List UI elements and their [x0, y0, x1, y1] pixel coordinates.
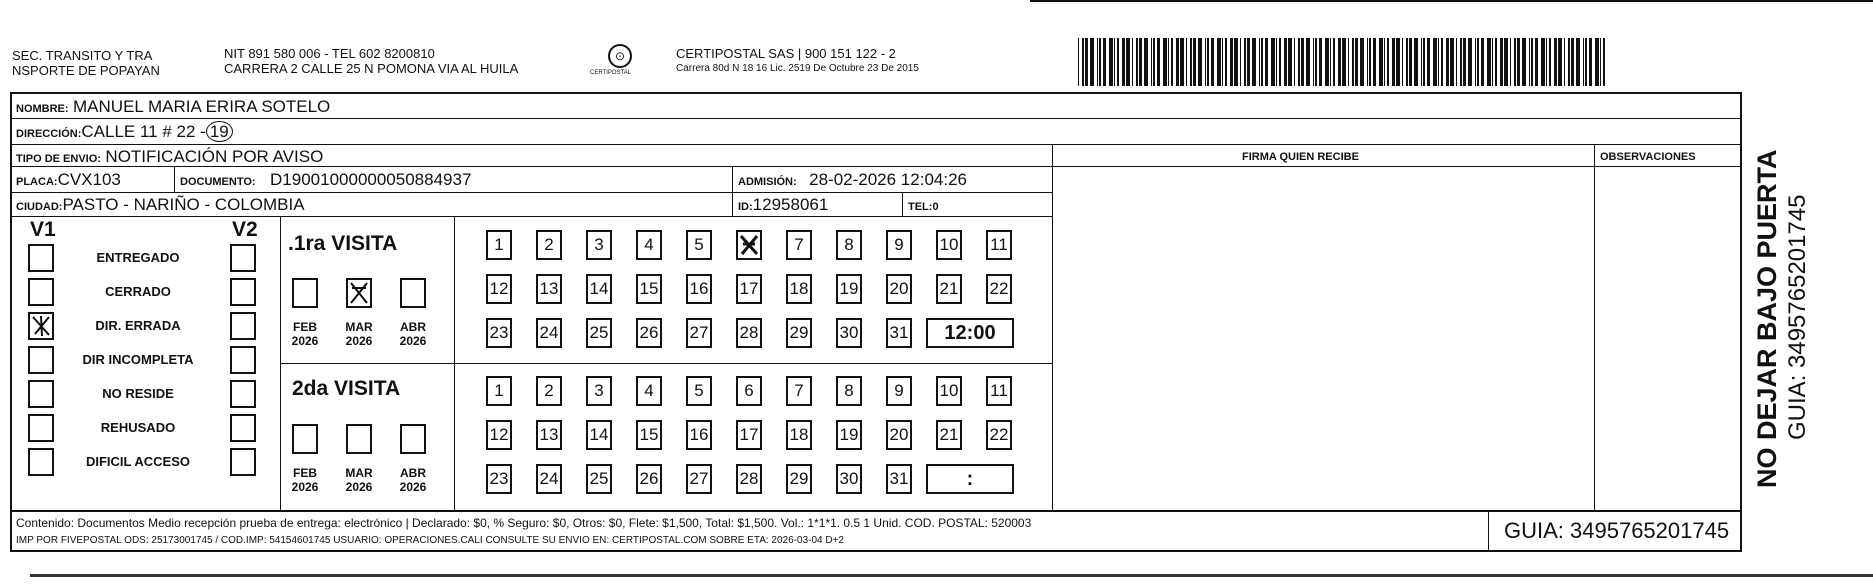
barcode-bar — [1583, 38, 1584, 86]
day-checkbox[interactable]: 20 — [886, 274, 912, 304]
day-checkbox[interactable]: 1 — [486, 230, 512, 260]
barcode-bar — [1217, 38, 1221, 86]
day-checkbox[interactable]: 14 — [586, 274, 612, 304]
barcode-bar — [1097, 38, 1098, 86]
barcode-bar — [1284, 38, 1287, 86]
barcode-bar — [1298, 38, 1300, 86]
barcode-bar — [1409, 38, 1412, 86]
day-checkbox[interactable]: 28 — [736, 464, 762, 494]
barcode-bar — [1384, 38, 1385, 86]
barcode-bar — [1373, 38, 1376, 86]
day-checkbox[interactable]: 21 — [936, 420, 962, 450]
barcode-bar — [1564, 38, 1565, 86]
id-label: ID: — [738, 201, 753, 213]
month-label — [388, 320, 438, 348]
barcode-bar — [1441, 38, 1443, 86]
day-checkbox[interactable]: 16 — [686, 420, 712, 450]
month-name: FEB — [293, 466, 317, 480]
day-checkbox[interactable]: 25 — [586, 464, 612, 494]
barcode-bar — [1151, 38, 1152, 86]
barcode-bar — [1396, 38, 1400, 86]
barcode-bar — [1481, 38, 1484, 86]
month-label — [280, 320, 330, 348]
day-checkbox[interactable]: 22 — [986, 274, 1012, 304]
day-checkbox[interactable]: 1 — [486, 376, 512, 406]
barcode-bar — [1225, 38, 1227, 86]
barcode-bar — [1171, 38, 1173, 86]
day-checkbox[interactable]: 8 — [836, 230, 862, 260]
barcode-bar — [1517, 38, 1520, 86]
barcode-bar — [1247, 38, 1250, 86]
barcode-bar — [1265, 38, 1268, 86]
day-checkbox[interactable]: 31 — [886, 464, 912, 494]
direccion-value: CALLE 11 # 22 - — [81, 122, 206, 141]
barcode-bar — [1132, 38, 1133, 86]
sender-address: CARRERA 2 CALLE 25 N POMONA VIA AL HUILA — [224, 61, 519, 76]
barcode-bar — [1379, 38, 1383, 86]
day-checkbox[interactable]: 2 — [536, 230, 562, 260]
barcode-bar — [1198, 38, 1202, 86]
barcode-bar — [1153, 38, 1155, 86]
barcode-bar — [1126, 38, 1130, 86]
day-checkbox[interactable]: 18 — [786, 274, 812, 304]
tel-value: 0 — [932, 201, 939, 213]
barcode-bar — [1529, 38, 1530, 86]
bottom-edge — [30, 574, 1873, 577]
courier-name: CERTIPOSTAL SAS | 900 151 122 - 2 — [676, 46, 896, 61]
top-border — [1030, 0, 1873, 2]
barcode-bar — [1603, 38, 1605, 86]
placa-value: CVX103 — [57, 170, 121, 189]
footer-print-info: IMP POR FIVEPOSTAL ODS: 25173001745 / COD.IMP: 54154601745 USUARIO: OPERACIONES.CALI CONSULTE SU ENVIO EN: CERTIPOSTAL.COM SOBRE ETA: 2026-03-04 D+2 — [16, 535, 844, 546]
barcode-bar — [1144, 38, 1148, 86]
barcode-bar — [1338, 38, 1341, 86]
barcode-bar — [1438, 38, 1439, 86]
month-year: 2026 — [345, 480, 373, 494]
barcode-bar — [1355, 38, 1358, 86]
barcode-bar — [1589, 38, 1592, 86]
barcode-bar — [1421, 38, 1422, 86]
barcode-bar — [1085, 38, 1088, 86]
barcode-bar — [1414, 38, 1418, 86]
barcode-bar — [1504, 38, 1508, 86]
day-checkbox[interactable]: 20 — [886, 420, 912, 450]
barcode-bar — [1595, 38, 1599, 86]
barcode-bar — [1315, 38, 1317, 86]
barcode-bar — [1176, 38, 1179, 86]
barcode-bar — [1294, 38, 1295, 86]
barcode-bar — [1463, 38, 1466, 86]
barcode-bar — [1205, 38, 1206, 86]
month-year: 2026 — [291, 480, 319, 494]
v1-checkbox[interactable] — [28, 414, 54, 442]
month-name: MAR — [345, 320, 373, 334]
day-checkbox[interactable]: 11 — [986, 376, 1012, 406]
barcode-bar — [1541, 38, 1545, 86]
barcode-bar — [1193, 38, 1196, 86]
status-label: ENTREGADO — [96, 250, 180, 265]
day-checkbox[interactable]: 28 — [736, 318, 762, 348]
barcode-bar — [1114, 38, 1115, 86]
observaciones-label: OBSERVACIONES — [1600, 151, 1696, 163]
barcode-bar — [1157, 38, 1160, 86]
barcode-bar — [1117, 38, 1119, 86]
footer-guia: GUIA: 3495765201745 — [1504, 518, 1730, 543]
barcode-bar — [1576, 38, 1580, 86]
day-checkbox[interactable]: 16 — [686, 274, 712, 304]
day-checkbox[interactable]: 25 — [586, 318, 612, 348]
month-year: 2026 — [399, 480, 427, 494]
day-checkbox[interactable]: 30 — [836, 464, 862, 494]
day-checkbox[interactable]: 12 — [486, 274, 512, 304]
barcode-bar — [1163, 38, 1167, 86]
sender-nit: NIT 891 580 006 - TEL 602 8200810 — [224, 46, 435, 61]
barcode-bar — [1531, 38, 1533, 86]
v1-checkbox[interactable] — [28, 312, 54, 340]
barcode-bar — [1342, 38, 1346, 86]
day-checkbox[interactable]: 30 — [836, 318, 862, 348]
barcode-bar — [1122, 38, 1125, 86]
month-checkbox[interactable] — [400, 278, 426, 308]
barcode-bar — [1186, 38, 1187, 86]
sender-line-1: SEC. TRANSITO Y TRA — [12, 48, 153, 63]
first-visit-title: .1ra VISITA — [288, 232, 398, 255]
v2-checkbox[interactable] — [230, 380, 256, 408]
day-checkbox[interactable]: 27 — [686, 318, 712, 348]
day-checkbox[interactable]: 14 — [586, 420, 612, 450]
v2-checkbox[interactable] — [230, 448, 256, 476]
day-checkbox[interactable]: 5 — [686, 230, 712, 260]
day-checkbox[interactable]: 7 — [786, 376, 812, 406]
barcode-bar — [1078, 38, 1079, 86]
barcode-bar — [1369, 38, 1371, 86]
barcode-bar — [1554, 38, 1557, 86]
day-checkbox[interactable]: 13 — [536, 420, 562, 450]
day-checkbox[interactable]: 29 — [786, 318, 812, 348]
barcode-bar — [1475, 38, 1476, 86]
barcode-bar — [1240, 38, 1241, 86]
month-checkbox[interactable] — [346, 424, 372, 454]
sender-contact — [224, 46, 518, 76]
time-box[interactable]: 12:00 — [926, 318, 1014, 348]
barcode-bar — [1319, 38, 1322, 86]
barcode-bar — [1549, 38, 1551, 86]
v2-header: V2 — [232, 218, 258, 241]
status-label: DIR. ERRADA — [95, 318, 181, 333]
barcode-bar — [1136, 38, 1138, 86]
day-checkbox[interactable]: 24 — [536, 318, 562, 348]
day-checkbox[interactable]: 27 — [686, 464, 712, 494]
day-checkbox[interactable]: 8 — [836, 376, 862, 406]
logo-text: CERTIPOSTAL — [590, 70, 632, 76]
courier-info — [676, 46, 919, 76]
barcode-bar — [1392, 38, 1395, 86]
barcode-bar — [1500, 38, 1503, 86]
barcode-bar — [1234, 38, 1238, 86]
day-checkbox[interactable]: 13 — [536, 274, 562, 304]
day-checkbox[interactable]: 15 — [636, 420, 662, 450]
admision-label: ADMISIÓN: — [738, 176, 797, 188]
day-checkbox[interactable]: 24 — [536, 464, 562, 494]
barcode-bar — [1207, 38, 1209, 86]
barcode-bar — [1090, 38, 1094, 86]
firma-label: FIRMA QUIEN RECIBE — [1242, 151, 1359, 163]
barcode-bar — [1099, 38, 1101, 86]
v1-checkbox[interactable] — [28, 346, 54, 374]
sender-line-2: NSPORTE DE POPAYAN — [12, 63, 160, 78]
day-checkbox[interactable]: 22 — [986, 420, 1012, 450]
status-label: NO RESIDE — [102, 386, 174, 401]
month-year: 2026 — [399, 334, 427, 348]
barcode-bar — [1301, 38, 1304, 86]
month-name: MAR — [345, 466, 373, 480]
barcode-bar — [1535, 38, 1538, 86]
barcode-bar — [1230, 38, 1233, 86]
v2-checkbox[interactable] — [230, 346, 256, 374]
tel-label: TEL: — [908, 201, 933, 213]
day-checkbox[interactable]: 6 — [736, 376, 762, 406]
month-checkbox[interactable] — [292, 278, 318, 308]
barcode-bar — [1585, 38, 1587, 86]
direccion-label: DIRECCIÓN: — [16, 128, 82, 140]
day-checkbox[interactable]: 17 — [736, 420, 762, 450]
placa-label: PLACA: — [16, 176, 58, 188]
barcode-bar — [1568, 38, 1570, 86]
barcode-bar — [1333, 38, 1335, 86]
month-label — [280, 466, 330, 494]
sender-name — [12, 48, 160, 78]
month-checkbox[interactable] — [346, 278, 372, 308]
barcode-bar — [1487, 38, 1491, 86]
barcode-bar — [1168, 38, 1169, 86]
delivery-form — [10, 92, 1742, 552]
barcode-bar — [1252, 38, 1256, 86]
barcode-bar — [1460, 38, 1462, 86]
day-checkbox[interactable]: 9 — [886, 230, 912, 260]
day-checkbox[interactable]: 26 — [636, 318, 662, 348]
v1-header: V1 — [30, 218, 56, 241]
barcode-bar — [1406, 38, 1408, 86]
day-checkbox[interactable]: 15 — [636, 274, 662, 304]
barcode-bar — [1402, 38, 1403, 86]
barcode-bar — [1600, 38, 1601, 86]
day-checkbox[interactable]: 23 — [486, 464, 512, 494]
barcode-bar — [1103, 38, 1106, 86]
admision-value: 28-02-2026 12:04:26 — [809, 170, 967, 189]
tipo-value: NOTIFICACIÓN POR AVISO — [105, 147, 324, 166]
barcode-bar — [1352, 38, 1354, 86]
month-label — [334, 466, 384, 494]
barcode-bar — [1288, 38, 1292, 86]
time-box[interactable]: : — [926, 464, 1014, 494]
day-checkbox[interactable]: 26 — [636, 464, 662, 494]
v2-checkbox[interactable] — [230, 278, 256, 306]
day-checkbox[interactable]: 21 — [936, 274, 962, 304]
nombre-value: MANUEL MARIA ERIRA SOTELO — [73, 97, 331, 116]
barcode-bar — [1348, 38, 1349, 86]
month-year: 2026 — [291, 334, 319, 348]
barcode — [1078, 38, 1618, 86]
day-checkbox[interactable]: 18 — [786, 420, 812, 450]
status-label: DIR INCOMPLETA — [82, 352, 194, 367]
second-visit-title: 2da VISITA — [292, 377, 401, 400]
documento-value: D19001000000050884937 — [270, 170, 472, 189]
barcode-bar — [1522, 38, 1526, 86]
v1-checkbox[interactable] — [28, 448, 54, 476]
month-checkbox[interactable] — [400, 424, 426, 454]
day-checkbox[interactable]: 2 — [536, 376, 562, 406]
barcode-bar — [1279, 38, 1281, 86]
barcode-bar — [1276, 38, 1277, 86]
day-checkbox[interactable]: 23 — [486, 318, 512, 348]
ciudad-value: PASTO - NARIÑO - COLOMBIA — [62, 195, 305, 214]
barcode-bar — [1330, 38, 1331, 86]
barcode-bar — [1510, 38, 1511, 86]
direccion-circled-number: 19 — [206, 121, 233, 142]
footer-contents: Contenido: Documentos Medio recepción prueba de entrega: electrónico | Declarado: $0, % Seguro: $0, Otros: $0, Flete: $1,500, Total: $1,500. Vol.: 1*1*1. 0.5 1 Unid. COD. POSTAL: 520003 — [16, 516, 1032, 530]
month-name: ABR — [400, 466, 426, 480]
day-checkbox[interactable]: 3 — [586, 376, 612, 406]
day-checkbox[interactable]: 4 — [636, 376, 662, 406]
status-label: CERRADO — [105, 284, 171, 299]
barcode-bar — [1495, 38, 1497, 86]
day-checkbox[interactable]: 10 — [936, 376, 962, 406]
day-checkbox[interactable]: 5 — [686, 376, 712, 406]
ciudad-label: CIUDAD: — [16, 201, 63, 213]
day-checkbox[interactable]: 19 — [836, 274, 862, 304]
month-name: FEB — [293, 320, 317, 334]
month-label — [334, 320, 384, 348]
barcode-bar — [1082, 38, 1084, 86]
barcode-bar — [1450, 38, 1454, 86]
id-value: 12958061 — [752, 195, 829, 214]
barcode-bar — [1571, 38, 1574, 86]
month-name: ABR — [400, 320, 426, 334]
barcode-bar — [1306, 38, 1310, 86]
barcode-bar — [1387, 38, 1389, 86]
day-checkbox[interactable]: 4 — [636, 230, 662, 260]
month-year: 2026 — [345, 334, 373, 348]
day-checkbox[interactable]: 7 — [786, 230, 812, 260]
month-label — [388, 466, 438, 494]
day-checkbox[interactable]: 9 — [886, 376, 912, 406]
no-dejar-bajo-puerta: NO DEJAR BAJO PUERTA — [1752, 149, 1782, 488]
barcode-bar — [1180, 38, 1184, 86]
side-guia: GUIA: 3495765201745 — [1784, 194, 1811, 440]
barcode-bar — [1367, 38, 1368, 86]
barcode-bar — [1433, 38, 1437, 86]
day-checkbox[interactable]: 3 — [586, 230, 612, 260]
barcode-bar — [1468, 38, 1472, 86]
day-checkbox[interactable]: 11 — [986, 230, 1012, 260]
barcode-bar — [1446, 38, 1449, 86]
v1-checkbox[interactable] — [28, 380, 54, 408]
barcode-bar — [1222, 38, 1223, 86]
day-checkbox[interactable]: 10 — [936, 230, 962, 260]
barcode-bar — [1456, 38, 1457, 86]
barcode-bar — [1109, 38, 1113, 86]
barcode-bar — [1492, 38, 1493, 86]
certipostal-logo-icon: ⊙ — [608, 44, 632, 68]
status-label: DIFICIL ACCESO — [85, 454, 190, 469]
barcode-bar — [1477, 38, 1479, 86]
barcode-bar — [1139, 38, 1142, 86]
tipo-label: TIPO DE ENVIO: — [16, 153, 101, 165]
barcode-bar — [1211, 38, 1214, 86]
day-checkbox[interactable]: 19 — [836, 420, 862, 450]
barcode-bar — [1558, 38, 1562, 86]
barcode-bar — [1313, 38, 1314, 86]
v2-checkbox[interactable] — [230, 244, 256, 272]
day-checkbox[interactable] — [736, 230, 762, 260]
barcode-bar — [1259, 38, 1260, 86]
day-checkbox[interactable]: 31 — [886, 318, 912, 348]
barcode-bar — [1427, 38, 1430, 86]
v2-checkbox[interactable] — [230, 312, 256, 340]
status-label: REHUSADO — [100, 420, 176, 435]
v2-checkbox[interactable] — [230, 414, 256, 442]
barcode-bar — [1360, 38, 1364, 86]
nombre-label: NOMBRE: — [16, 103, 69, 115]
barcode-bar — [1190, 38, 1192, 86]
barcode-bar — [1514, 38, 1516, 86]
barcode-bar — [1244, 38, 1246, 86]
barcode-bar — [1271, 38, 1275, 86]
day-checkbox[interactable]: 17 — [736, 274, 762, 304]
barcode-bar — [1325, 38, 1329, 86]
v1-checkbox[interactable] — [28, 278, 54, 306]
barcode-bar — [1546, 38, 1547, 86]
month-checkbox[interactable] — [292, 424, 318, 454]
day-checkbox[interactable]: 12 — [486, 420, 512, 450]
documento-label: DOCUMENTO: — [180, 176, 256, 188]
barcode-bar — [1261, 38, 1263, 86]
courier-license: Carrera 80d N 18 16 Lic. 2519 De Octubre 23 De 2015 — [676, 63, 919, 74]
day-checkbox[interactable]: 29 — [786, 464, 812, 494]
v1-checkbox[interactable] — [28, 244, 54, 272]
barcode-bar — [1423, 38, 1425, 86]
